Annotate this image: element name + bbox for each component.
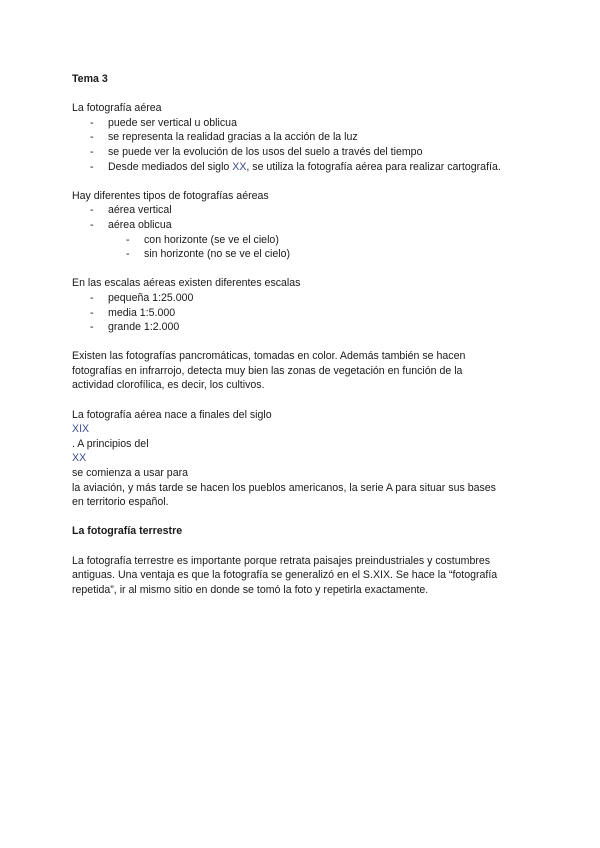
list-item: - grande 1:2.000: [90, 321, 180, 334]
oblique-subtypes-list: [72, 233, 532, 262]
section-heading-terrestrial: La fotografía terrestre: [72, 525, 183, 538]
section-heading-scales: En las escalas aéreas existen diferentes escalas: [72, 277, 301, 290]
scales-list: [72, 291, 532, 335]
section-heading-photo-types: Hay diferentes tipos de fotografías aéreas: [72, 189, 269, 202]
section-heading-aerial-photo: La fotografía aérea: [72, 102, 162, 115]
photo-types-list: [72, 203, 532, 232]
list-item: - se puede ver la evolución de los usos del suelo a través del tiempo: [90, 145, 423, 158]
list-item: - puede ser vertical u oblicua: [90, 116, 237, 129]
list-item: - aérea oblicua: [90, 218, 172, 231]
paragraph-aerial-history: La fotografía aérea nace a finales del siglo XIX . A principios del XX se comienza a usar para la aviación, y más tarde se hacen los pueblos americanos, la serie A para situar sus bases en territorio español.: [72, 408, 496, 509]
list-item: - Desde mediados del siglo XX, se utiliza la fotografía aérea para realizar cartografía.: [90, 160, 501, 173]
document-page: [72, 72, 532, 597]
aerial-photo-list: [72, 116, 532, 174]
list-item: - aérea vertical: [90, 204, 172, 217]
document-title: Tema 3: [72, 73, 108, 85]
list-item: - se representa la realidad gracias a la acción de la luz: [90, 131, 358, 144]
list-item: - con horizonte (se ve el cielo): [126, 233, 279, 246]
list-item: - sin horizonte (no se ve el cielo): [126, 248, 291, 261]
paragraph-terrestrial: La fotografía terrestre es importante porque retrata paisajes preindustriales y costumbres antiguas. Una ventaja es que la fotografía se generalizó en el S.XIX. Se hace la “fotografía repetida”, ir al mismo sitio en donde se tomó la foto y repetirla exactamente.: [72, 554, 498, 596]
paragraph-panchromatic: Existen las fotografías pancromáticas, tomadas en color. Además también se hacen fotografías en infrarrojo, detecta muy bien las zonas de vegetación en función de la actividad clorofílica, es decir, los cultivos.: [72, 350, 466, 392]
list-item: - media 1:5.000: [90, 306, 176, 319]
list-item: - pequeña 1:25.000: [90, 291, 194, 304]
